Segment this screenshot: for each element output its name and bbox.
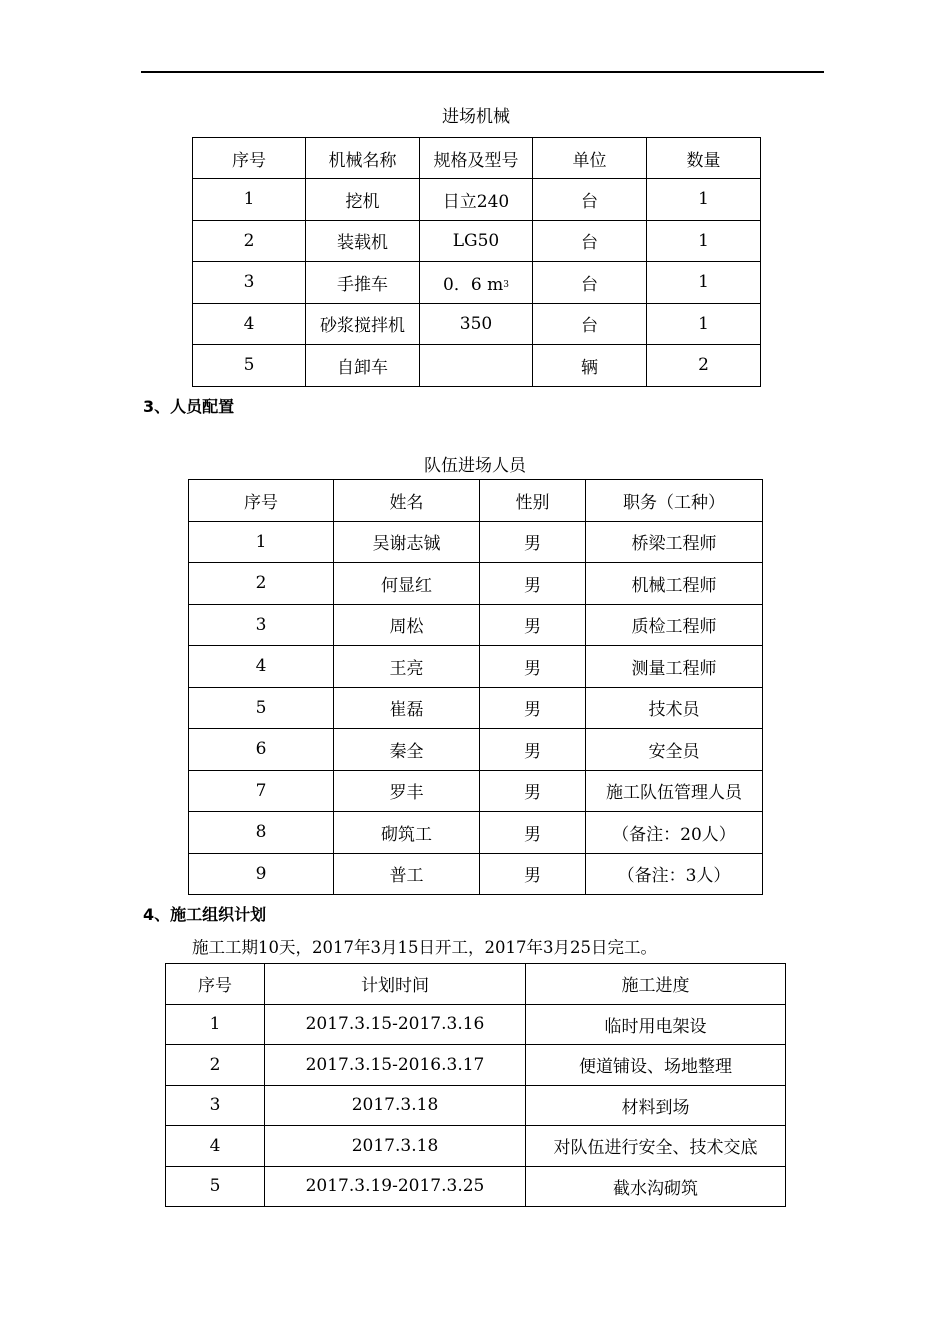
table-cell: 350 bbox=[420, 303, 533, 345]
table-row bbox=[189, 687, 763, 729]
header-cell: 单位 bbox=[533, 138, 647, 179]
table-cell: 手推车 bbox=[306, 262, 420, 304]
table-row bbox=[166, 1004, 786, 1045]
table-cell: 测量工程师 bbox=[586, 646, 763, 688]
table-cell: LG50 bbox=[420, 220, 533, 262]
table-cell: 1 bbox=[166, 1004, 265, 1045]
header-cell: 序号 bbox=[166, 964, 265, 1005]
table-cell: 男 bbox=[480, 646, 586, 688]
table-cell: 2017.3.18 bbox=[265, 1085, 526, 1126]
table-cell: 1 bbox=[647, 220, 761, 262]
table-cell: 2 bbox=[166, 1045, 265, 1086]
table-cell: 辆 bbox=[533, 345, 647, 387]
header-cell: 姓名 bbox=[334, 480, 480, 522]
table-cell: 周松 bbox=[334, 604, 480, 646]
table-cell: 9 bbox=[189, 853, 334, 895]
table-cell: 2017.3.15-2016.3.17 bbox=[265, 1045, 526, 1086]
table-cell: 1 bbox=[647, 179, 761, 221]
table-row bbox=[189, 812, 763, 854]
section-heading-personnel: 3、人员配置 bbox=[143, 397, 235, 416]
table-cell: 男 bbox=[480, 521, 586, 563]
table-cell bbox=[420, 262, 533, 304]
table-cell: 男 bbox=[480, 812, 586, 854]
table-cell: 5 bbox=[193, 345, 306, 387]
header-cell: 序号 bbox=[193, 138, 306, 179]
table-cell: 2 bbox=[193, 220, 306, 262]
personnel-table bbox=[188, 479, 763, 895]
table-cell: 挖机 bbox=[306, 179, 420, 221]
table-cell: 台 bbox=[533, 303, 647, 345]
table-cell: 装载机 bbox=[306, 220, 420, 262]
table-cell: 台 bbox=[533, 262, 647, 304]
table-row bbox=[166, 1166, 786, 1207]
table-cell: 1 bbox=[189, 521, 334, 563]
table-row bbox=[166, 1085, 786, 1126]
machinery-caption: 进场机械 bbox=[442, 107, 510, 127]
header-cell: 性别 bbox=[480, 480, 586, 522]
table-row bbox=[166, 1045, 786, 1086]
table-cell: 4 bbox=[189, 646, 334, 688]
table-row bbox=[189, 853, 763, 895]
header-cell: 规格及型号 bbox=[420, 138, 533, 179]
table-cell: 男 bbox=[480, 563, 586, 605]
table-cell: 男 bbox=[480, 770, 586, 812]
table-cell: 何显红 bbox=[334, 563, 480, 605]
table-cell: 男 bbox=[480, 687, 586, 729]
table-cell: 3 bbox=[189, 604, 334, 646]
table-cell: 普工 bbox=[334, 853, 480, 895]
table-cell: 4 bbox=[193, 303, 306, 345]
table-cell: （备注：3人） bbox=[586, 853, 763, 895]
table-cell: 台 bbox=[533, 220, 647, 262]
table-cell: 秦全 bbox=[334, 729, 480, 771]
table-header-row bbox=[193, 138, 761, 179]
table-row bbox=[189, 563, 763, 605]
table-cell: 男 bbox=[480, 729, 586, 771]
table-row bbox=[189, 770, 763, 812]
header-cell: 职务（工种） bbox=[586, 480, 763, 522]
table-cell: 王亮 bbox=[334, 646, 480, 688]
table-cell: 3 bbox=[193, 262, 306, 304]
table-cell: 罗丰 bbox=[334, 770, 480, 812]
table-row bbox=[189, 604, 763, 646]
table-header-row bbox=[189, 480, 763, 522]
schedule-paragraph: 施工工期10天，2017年3月15日开工，2017年3月25日完工。 bbox=[192, 938, 657, 957]
table-cell: 吴谢志铖 bbox=[334, 521, 480, 563]
table-cell: 6 bbox=[189, 729, 334, 771]
header-cell: 机械名称 bbox=[306, 138, 420, 179]
section-heading-schedule: 4、施工组织计划 bbox=[143, 905, 267, 924]
table-cell: 材料到场 bbox=[526, 1085, 786, 1126]
header-cell: 数量 bbox=[647, 138, 761, 179]
table-cell: 自卸车 bbox=[306, 345, 420, 387]
header-cell: 计划时间 bbox=[265, 964, 526, 1005]
table-cell: 砌筑工 bbox=[334, 812, 480, 854]
table-cell: 日立240 bbox=[420, 179, 533, 221]
table-cell: 7 bbox=[189, 770, 334, 812]
machinery-table bbox=[192, 137, 761, 387]
table-cell: 施工队伍管理人员 bbox=[586, 770, 763, 812]
table-cell: 5 bbox=[189, 687, 334, 729]
table-row bbox=[189, 729, 763, 771]
table-cell: 机械工程师 bbox=[586, 563, 763, 605]
table-cell: 2 bbox=[189, 563, 334, 605]
table-row bbox=[193, 303, 761, 345]
table-row bbox=[193, 345, 761, 387]
table-cell: 2 bbox=[647, 345, 761, 387]
table-cell: 便道铺设、场地整理 bbox=[526, 1045, 786, 1086]
table-header-row bbox=[166, 964, 786, 1005]
table-row bbox=[193, 220, 761, 262]
table-row bbox=[189, 521, 763, 563]
table-cell: 1 bbox=[193, 179, 306, 221]
table-cell: 8 bbox=[189, 812, 334, 854]
cubic-superscript: 3 bbox=[503, 279, 509, 290]
table-row bbox=[193, 262, 761, 304]
table-cell: 1 bbox=[647, 303, 761, 345]
table-cell: 质检工程师 bbox=[586, 604, 763, 646]
table-cell: 2017.3.18 bbox=[265, 1126, 526, 1167]
header-cell: 序号 bbox=[189, 480, 334, 522]
table-cell: 砂浆搅拌机 bbox=[306, 303, 420, 345]
table-cell: 5 bbox=[166, 1166, 265, 1207]
table-row bbox=[189, 646, 763, 688]
spec-value: 0．6 m bbox=[443, 274, 504, 295]
table-row bbox=[193, 179, 761, 221]
table-cell: 桥梁工程师 bbox=[586, 521, 763, 563]
table-cell: 安全员 bbox=[586, 729, 763, 771]
table-cell: 台 bbox=[533, 179, 647, 221]
table-cell: 临时用电架设 bbox=[526, 1004, 786, 1045]
table-cell: 截水沟砌筑 bbox=[526, 1166, 786, 1207]
personnel-caption: 队伍进场人员 bbox=[424, 456, 526, 476]
header-rule bbox=[141, 71, 824, 73]
table-cell: （备注：20人） bbox=[586, 812, 763, 854]
table-cell: 1 bbox=[647, 262, 761, 304]
table-cell: 崔磊 bbox=[334, 687, 480, 729]
header-cell: 施工进度 bbox=[526, 964, 786, 1005]
table-cell bbox=[420, 345, 533, 387]
table-cell: 3 bbox=[166, 1085, 265, 1126]
table-cell: 4 bbox=[166, 1126, 265, 1167]
table-cell: 男 bbox=[480, 853, 586, 895]
table-cell: 2017.3.19-2017.3.25 bbox=[265, 1166, 526, 1207]
table-cell: 技术员 bbox=[586, 687, 763, 729]
table-cell: 男 bbox=[480, 604, 586, 646]
table-cell: 2017.3.15-2017.3.16 bbox=[265, 1004, 526, 1045]
table-cell: 对队伍进行安全、技术交底 bbox=[526, 1126, 786, 1167]
table-row bbox=[166, 1126, 786, 1167]
schedule-table bbox=[165, 963, 786, 1207]
